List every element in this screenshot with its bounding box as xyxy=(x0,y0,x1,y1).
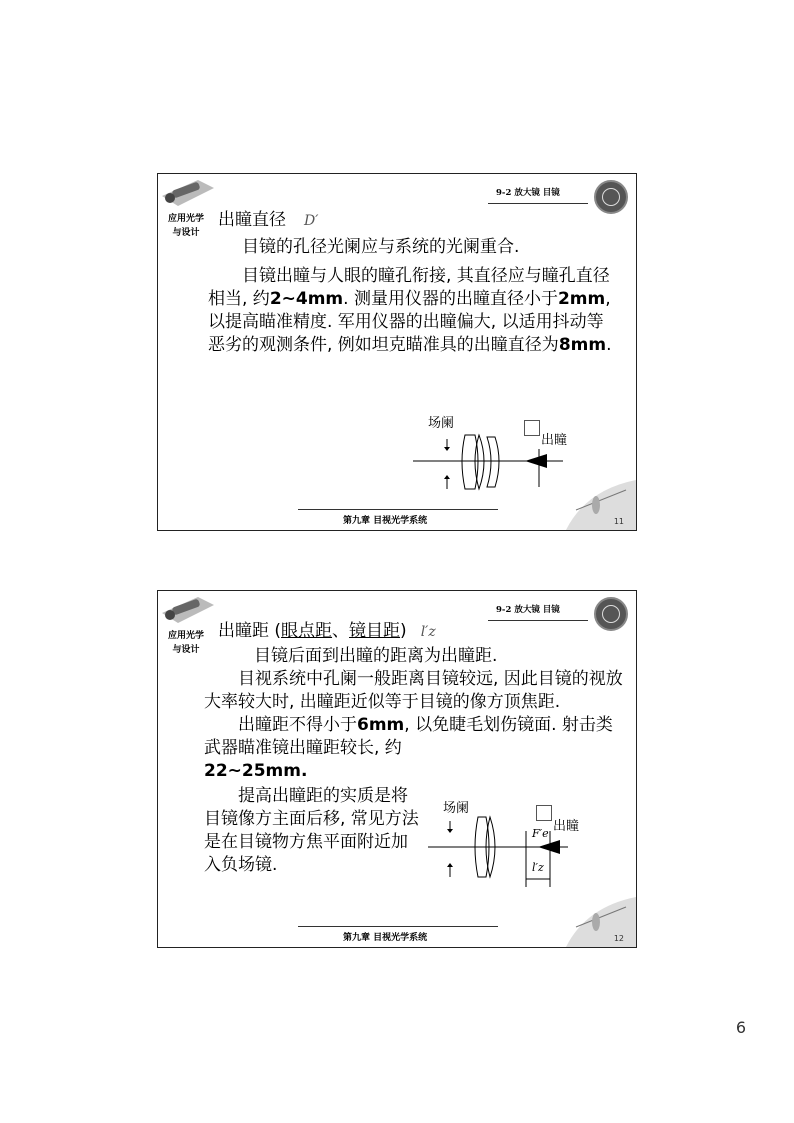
slide-12 xyxy=(157,590,637,948)
telescope-logo-icon xyxy=(158,174,218,214)
slide-title-text: 出瞳直径 xyxy=(218,210,286,230)
placeholder-box xyxy=(524,420,540,436)
paragraph: 提高出瞳距的实质是将目镜像方主面后移, 常见方法是在目镜物方焦平面附近加入负场镜. xyxy=(204,786,419,875)
exit-pupil-symbol: D′ xyxy=(304,213,319,229)
course-label xyxy=(166,212,206,240)
chapter-footer: 第九章 目视光学系统 xyxy=(343,933,428,943)
course-label-line2: 与设计 xyxy=(172,645,200,655)
field-stop-label: 场阑 xyxy=(428,416,455,431)
optics-decoration-icon xyxy=(566,877,636,947)
eye-relief-distance-label: l′z xyxy=(532,861,544,874)
slide-number: 12 xyxy=(613,934,624,943)
slide-body xyxy=(208,236,618,357)
university-emblem-icon xyxy=(594,597,628,631)
slide-title xyxy=(218,210,318,231)
telescope-logo-icon xyxy=(158,591,218,631)
exit-pupil-label: 出瞳 xyxy=(553,819,580,834)
footer-rule xyxy=(298,509,498,510)
university-emblem-icon xyxy=(594,180,628,214)
paragraph: 目镜的孔径光阑应与系统的光阑重合. xyxy=(242,237,520,257)
paragraph: 目视系统中孔阑一般距离目镜较远, 因此目镜的视放大率较大时, 出瞳距近似等于目镜的像方顶焦距. xyxy=(204,669,623,712)
slide-number: 11 xyxy=(613,517,624,526)
paragraph: 目镜后面到出瞳的距离为出瞳距. xyxy=(254,646,498,666)
eye-relief-term: 眼点距 xyxy=(281,621,333,641)
section-header: 9-2 放大镜 目镜 xyxy=(496,188,560,198)
page-number: 6 xyxy=(735,1018,746,1037)
paragraph: 出瞳距不得小于6mm, 以免睫毛划伤镜面. 射击类武器瞄准镜出瞳距较长, 约 22~25mm. xyxy=(204,715,613,781)
course-label-line1: 应用光学 xyxy=(167,631,204,641)
focus-label: F′e xyxy=(532,827,549,840)
eye-relief-symbol: l′z xyxy=(420,624,436,640)
course-label-line1: 应用光学 xyxy=(167,214,204,224)
header-rule xyxy=(488,620,588,621)
paragraph: 目镜出瞳与人眼的瞳孔衔接, 其直径应与瞳孔直径相当, 约2~4mm. 测量用仪器的出瞳直径小于2mm, 以提高瞄准精度. 军用仪器的出瞳偏大, 以适用抖动等恶劣的观测条件, 例如坦克瞄准具的出瞳直径为8mm. xyxy=(208,266,612,355)
course-label xyxy=(166,629,206,657)
placeholder-box xyxy=(536,805,552,821)
footer-rule xyxy=(298,926,498,927)
chapter-footer: 第九章 目视光学系统 xyxy=(343,516,428,526)
optics-decoration-icon xyxy=(566,460,636,530)
exit-pupil-label: 出瞳 xyxy=(541,433,568,448)
slide-title: 出瞳距 (眼点距、镜目距) l′z xyxy=(218,621,436,641)
course-label-line2: 与设计 xyxy=(172,228,200,238)
slide-11 xyxy=(157,173,637,531)
section-header: 9-2 放大镜 目镜 xyxy=(496,605,560,615)
header-rule xyxy=(488,203,588,204)
field-stop-label: 场阑 xyxy=(443,801,470,816)
eye-distance-term: 镜目距 xyxy=(349,621,401,641)
